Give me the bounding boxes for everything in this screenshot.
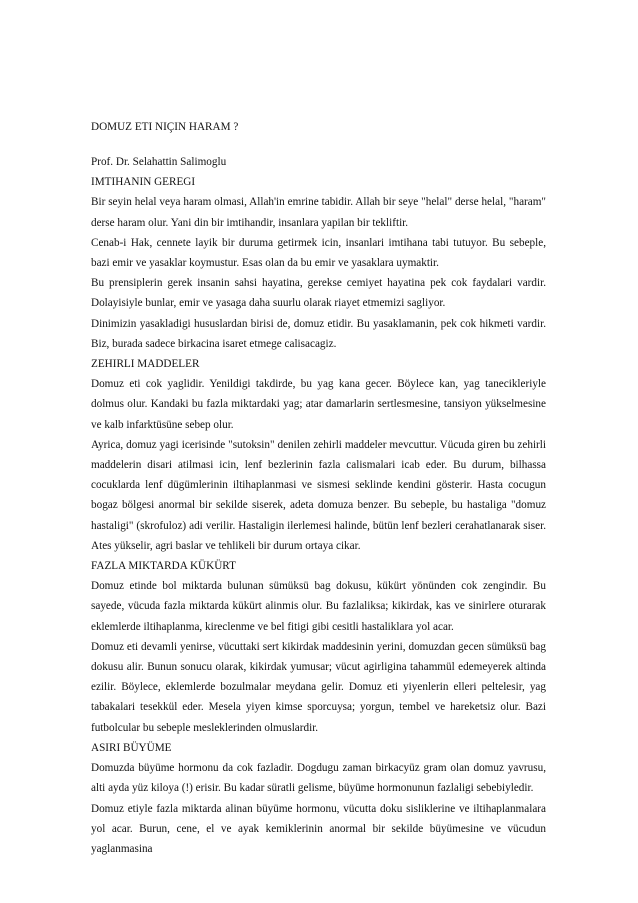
document-title: DOMUZ ETI NIÇIN HARAM ? bbox=[91, 121, 239, 133]
section-heading-zehirli-maddeler: ZEHIRLI MADDELER bbox=[91, 358, 200, 371]
paragraph: Domuz etiyle fazla miktarda alinan büyüme hormonu, vücutta doku sisliklerine ve iltihaplanmalara yol acar. Burun, cene, el ve ayak kemiklerinin anormal bir sekilde büyümesine ve vücudun yaglanmasina bbox=[91, 802, 546, 855]
paragraph: Cenab-i Hak, cennete layik bir duruma getirmek icin, insanlari imtihana tabi tutuyor. Bu sebeple, bazi emir ve yasaklar koymustur. Esas olan da bu emir ve yasaklara uymaktir. bbox=[91, 236, 546, 270]
paragraph: Dinimizin yasakladigi hususlardan birisi de, domuz etidir. Bu yasaklamanin, pek cok hikmeti vardir. Biz, burada sadece birkacina isaret etmege calisacagiz. bbox=[91, 317, 546, 350]
section-heading-fazla-miktarda-kukurt: FAZLA MIKTARDA KÜKÜRT bbox=[91, 560, 236, 573]
section-heading-asiri-buyume: ASIRI BÜYÜME bbox=[91, 741, 172, 754]
document-body bbox=[91, 152, 546, 859]
paragraph: Domuz eti cok yaglidir. Yenildigi takdirde, bu yag kana gecer. Böylece kan, yag tanecikleriyle dolmus olur. Kandaki bu fazla miktardaki yag; atar damarlarin sertlesmesine, tansiyon yükselmesine ve kalb infarktüsüne sebep olur. bbox=[91, 378, 546, 431]
paragraph: Domuz eti devamli yenirse, vücuttaki sert kikirdak maddesinin yerini, domuzdan gecen sümüksü bag dokusu alir. Bunun sonucu olarak, kikirdak yumusar; vücut agirligina tahammül edemeyerek altinda ezilir. Böylece, eklemlerde bozulmalar meydana gelir. Domuz eti yiyenlerin elleri peltelesir, yag tabakalari tesekkül eder. Mesela yiyen kimse sporcuysa; yorgun, tembel ve hareketsiz olur. Bazi futbolcular bu sebeple mesleklerinden olmuslardir. bbox=[91, 640, 546, 734]
paragraph: Domuz etinde bol miktarda bulunan sümüksü bag dokusu, kükürt yönünden cok zengindir. Bu sayede, vücuda fazla miktarda kükürt alinmis olur. Bu fazlaliksa; kikirdak, kas ve sinirlere oturarak eklemlerde iltihaplanma, kireclenme ve bel fitigi gibi cesitli hastaliklara yol acar. bbox=[91, 580, 546, 633]
paragraph: Bu prensiplerin gerek insanin sahsi hayatina, gerekse cemiyet hayatina pek cok faydalari vardir. Dolayisiyle bunlar, emir ve yasaga daha suurlu olarak riayet etmemizi sagliyor. bbox=[91, 277, 546, 310]
paragraph: Domuzda büyüme hormonu da cok fazladir. Dogdugu zaman birkacyüz gram olan domuz yavrusu, alti ayda yüz kiloya (!) erisir. Bu kadar süratli gelisme, büyüme hormonunun fazlaligi sebebiyledir. bbox=[91, 762, 546, 795]
author-line: Prof. Dr. Selahattin Salimoglu bbox=[91, 156, 227, 168]
paragraph: Ayrica, domuz yagi icerisinde "sutoksin" denilen zehirli maddeler mevcuttur. Vücuda giren bu zehirli maddelerin disari atilmasi icin, lenf bezlerinin fazla calismalari icab eder. Bu durum, bilhassa cocuklarda lenf dügümlerinin iltihaplanmasi ve sismesi seklinde kendini gösterir. Hasta cocugun bogaz bölgesi anormal bir sekilde siserek, adeta domuza benzer. Bu sebeple, bu hastaliga "domuz hastaligi" (skrofuloz) adi verilir. Hastaligin ilerlemesi halinde, bütün lenf bezleri cerahatlanarak siser. Ates yükselir, agri baslar ve tehlikeli bir durum ortaya cikar. bbox=[91, 438, 546, 552]
paragraph: Bir seyin helal veya haram olmasi, Allah'in emrine tabidir. Allah bir seye "helal" derse helal, "haram" derse haram olur. Yani din bir imtihandir, insanlara yapilan bir tekliftir. bbox=[91, 196, 546, 229]
section-heading-imtihanin-geregi: IMTIHANIN GEREGI bbox=[91, 176, 196, 189]
